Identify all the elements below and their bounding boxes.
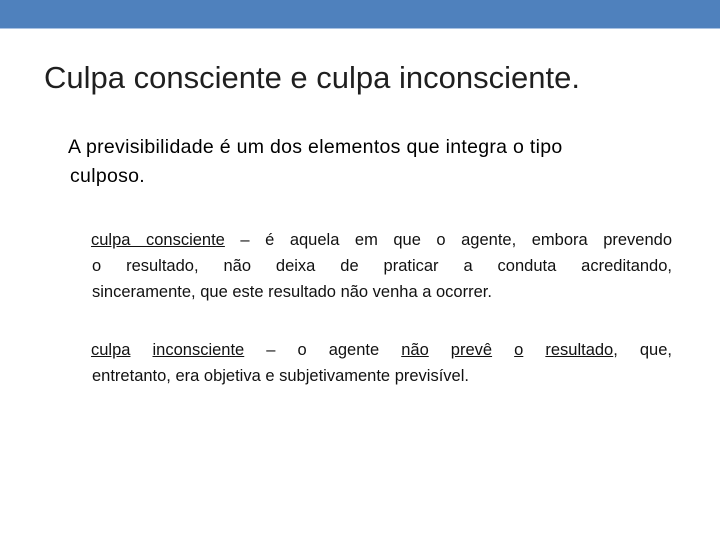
top-accent-bar bbox=[0, 0, 720, 28]
sub-bullet-2-line2: entretanto, era objetiva e subjetivamente previsível. bbox=[92, 367, 469, 385]
slide-title: Culpa consciente e culpa inconsciente. bbox=[44, 60, 580, 95]
term-culpa: culpa bbox=[91, 341, 131, 359]
word-resultado: resultado bbox=[545, 341, 614, 359]
word-o: o bbox=[514, 341, 524, 359]
top-accent-line bbox=[0, 28, 720, 29]
word-preve: prevê bbox=[450, 341, 493, 359]
sub-bullet-1-line2: o resultado, não deixa de praticar a conduta acreditando, bbox=[92, 257, 672, 275]
sub-bullet-1-line3: sinceramente, que este resultado não venha a ocorrer. bbox=[92, 283, 492, 301]
word-nao: não bbox=[401, 341, 429, 359]
term-culpa-consciente: culpa consciente bbox=[91, 231, 225, 249]
main-bullet-line1: A previsibilidade é um dos elementos que integra o tipo bbox=[68, 136, 563, 158]
term-inconsciente: inconsciente bbox=[152, 341, 245, 359]
sub-bullet-1-line1: – é aquela em que o agente, embora prevendo bbox=[224, 231, 672, 249]
main-bullet-line2: culposo. bbox=[70, 165, 146, 187]
sub-bullet-culpa-inconsciente bbox=[72, 337, 672, 389]
main-bullet bbox=[48, 133, 674, 191]
sub-bullet-culpa-consciente bbox=[72, 227, 672, 305]
line1-end: , que, bbox=[613, 341, 672, 359]
dash-text: – o agente bbox=[244, 341, 402, 359]
